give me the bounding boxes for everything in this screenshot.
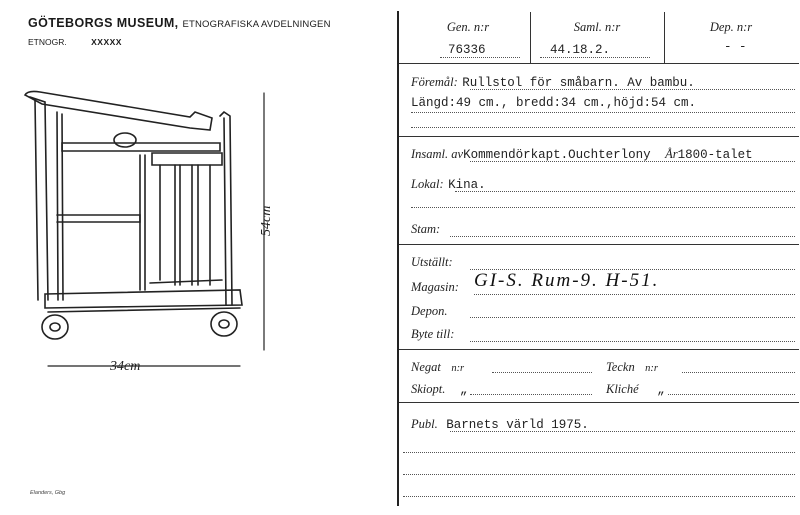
gen-value: 76336 <box>448 43 486 57</box>
teckn-nr-label: n:r <box>645 363 658 374</box>
publ-label: Publ. <box>411 417 438 431</box>
insaml-value: Kommendörkapt.Ouchterlony <box>463 148 651 162</box>
dotted-line <box>470 341 795 342</box>
dotted-line <box>411 127 795 128</box>
negat-row <box>411 358 464 376</box>
museum-name: GÖTEBORGS MUSEUM, <box>28 16 179 30</box>
dimensions: Längd:49 cm., bredd:34 cm.,höjd:54 cm. <box>411 96 697 110</box>
card-border <box>397 11 399 506</box>
rule <box>399 63 799 64</box>
dotted-line <box>540 57 650 58</box>
dotted-line <box>474 294 795 295</box>
dotted-line <box>470 161 795 162</box>
lokal-value: Kina. <box>448 178 486 192</box>
right-wheel <box>211 312 237 336</box>
kliche-label: Kliché <box>606 382 639 396</box>
dotted-line <box>403 496 795 497</box>
printer-mark: Elanders, Gbg <box>30 490 66 496</box>
dotted-line <box>455 191 795 192</box>
rule <box>399 136 799 137</box>
rule <box>399 402 799 403</box>
negat-label: Negat <box>411 360 441 374</box>
struck-text: XXXXX <box>91 37 122 47</box>
dotted-line <box>450 236 795 237</box>
rule <box>399 244 799 245</box>
kliche-value: „ <box>657 383 665 397</box>
insaml-label: Insaml. av <box>411 147 464 161</box>
skiopt-label: Skiopt. <box>411 382 446 396</box>
rule <box>399 349 799 350</box>
depon-label: Depon. <box>411 304 448 318</box>
width-label: 34cm <box>110 359 141 374</box>
left-wheel <box>42 315 68 339</box>
ar-label: År <box>665 147 678 161</box>
lokal-label: Lokal: <box>411 177 444 191</box>
wheelchair-drawing <box>0 0 396 515</box>
dotted-line <box>682 372 795 373</box>
dep-label: Dep. n:r <box>709 20 753 34</box>
saml-value: 44.18.2. <box>550 43 611 57</box>
foremal-label: Föremål: <box>411 75 458 89</box>
dotted-line <box>440 57 520 58</box>
ar-value: 1800-talet <box>677 148 753 162</box>
teckn-row <box>606 358 658 376</box>
magasin-label: Magasin: <box>411 280 459 294</box>
dotted-line <box>403 474 795 475</box>
back-post <box>30 97 48 300</box>
negat-nr-label: n:r <box>451 363 465 374</box>
department-name: ETNOGRAFISKA AVDELNINGEN <box>182 19 331 30</box>
magasin-value: GI-S. Rum-9. H-51. <box>474 270 660 291</box>
foremal-value: Rullstol för småbarn. Av bambu. <box>462 76 695 90</box>
base-frame <box>45 290 242 308</box>
col-divider <box>530 12 531 64</box>
utstallt-label: Utställt: <box>411 255 453 269</box>
dotted-line <box>668 394 795 395</box>
stam-label: Stam: <box>411 222 441 236</box>
dotted-line <box>450 431 795 432</box>
byte-label: Byte till: <box>411 327 455 341</box>
dotted-line <box>411 207 795 208</box>
height-label: 54cm <box>259 205 274 236</box>
skiopt-row <box>411 380 467 398</box>
etnogr-label: ETNOGR. <box>28 37 67 47</box>
col-divider <box>664 12 665 64</box>
teckn-label: Teckn <box>606 360 635 374</box>
saml-label: Saml. n:r <box>573 20 621 34</box>
armrest <box>25 91 212 130</box>
skiopt-value: „ <box>459 383 468 397</box>
publ-value: Barnets värld 1975. <box>446 418 589 432</box>
dotted-line <box>470 89 795 90</box>
dotted-line <box>403 452 795 453</box>
dotted-line <box>470 394 592 395</box>
dotted-line <box>470 317 795 318</box>
gen-label: Gen. n:r <box>446 20 490 34</box>
kliche-row <box>606 380 665 398</box>
dotted-line <box>411 112 795 113</box>
dotted-line <box>492 372 592 373</box>
dep-value: - - <box>724 40 747 54</box>
